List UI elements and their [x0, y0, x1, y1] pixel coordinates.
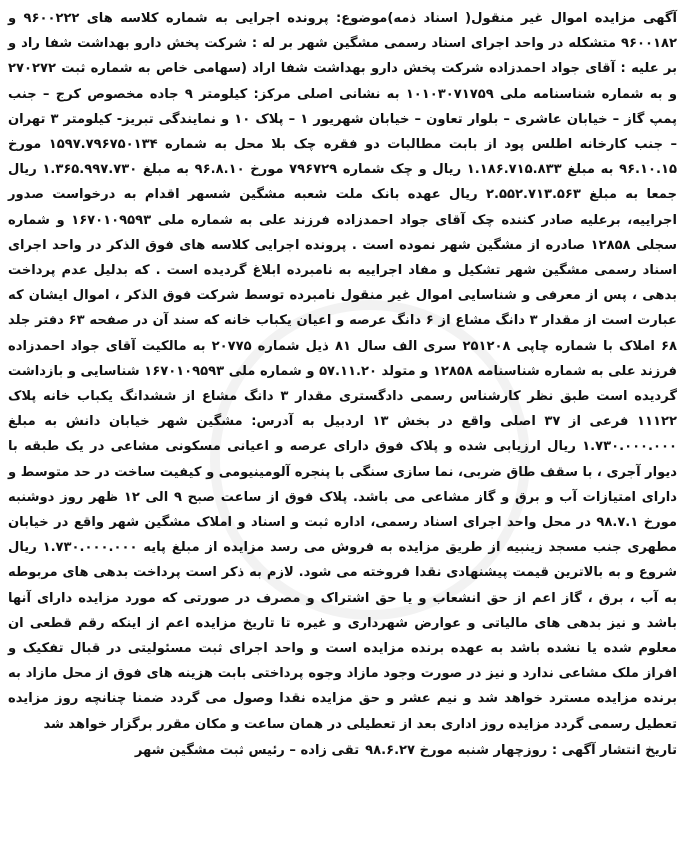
publish-date: تاریخ انتشار آگهی : روزچهار شنبه مورخ ۹۸.۶.۲۷ — [365, 742, 677, 758]
signature: تقی زاده – رئیس ثبت مشگین شهر — [134, 742, 360, 758]
notice-body: آگهی مزایده اموال غیر منقول( اسناد ذمه)موضوع: پرونده اجرایی به شماره کلاسه های ۹۶۰۰۲۲۲ و ۹۶۰۰۱۸۲ متشکله در واحد اجرای اسناد رسمی مشگین شهر بر له : شرکت پخش دارو بهداشت شفا راد و بر علیه : آقای جواد احمدزاده شرکت پخش دارو بهداشت شفا اراد (سهامی خاص به شماره ثبت ۲۷۰۲۷۲ و به شماره شناسنامه ملی ۱۰۱۰۳۰۷۱۷۵۹ به نشانی اصلی مرکز: کیلومتر ۹ جاده مخصوص کرج – جنب پمپ گاز – خیابان عاشری – بلوار تعاون – خیابان شهریور ۱ – پلاک ۱۰ و نمایندگی تبریز- کیلومتر ۳ تهران – جنب کارخانه اطلس پود از بابت مطالبات دو فقره چک بلا محل به شماره ۱۵۹۷.۷۹۶۷۵۰۱۳۴ مورخ ۹۶.۱۰.۱۵ به مبلغ ۱.۱۸۶.۷۱۵.۸۳۳ ریال و چک شماره ۷۹۶۷۲۹ مورخ ۹۶.۸.۱۰ به مبلغ ۱.۳۶۵.۹۹۷.۷۳۰ ریال جمعا به مبلغ ۲.۵۵۲.۷۱۳.۵۶۳ ریال عهده بانک ملت شعبه مشگین شسهر اقدام به درخواست صدور اجراییه، برعلیه صادر کننده چک آقای جواد احمدزاده فرزند علی به شماره ملی ۱۶۷۰۱۰۹۵۹۳ و شماره سجلی ۱۲۸۵۸ صادره از مشگین شهر نموده است . پرونده اجرایی کلاسه های فوق الذکر در واحد اجرای اسناد رسمی مشگین شهر تشکیل و مفاد اجراییه به نامبرده ابلاغ گردیده است . که بدلیل عدم پرداخت بدهی ، پس از معرفی و شناسایی اموال غیر منقول نامبرده توسط شرکت فوق الذکر ، اموال ایشان که عبارت است از مقدار ۳ دانگ مشاع از ۶ دانگ عرصه و اعیان یکباب خانه که سند آن در صفحه ۶۳ دفتر جلد ۶۸ املاک با شماره چاپی ۲۵۱۲۰۸ سری الف سال ۸۱ ذیل شماره ۲۰۷۷۵ به مالکیت آقای جواد احمدزاده فرزند علی به شماره شناسنامه ۱۲۸۵۸ و متولد ۵۷.۱۱.۲۰ و شماره ملی ۱۶۷۰۱۰۹۵۹۳ شناسایی و بازداشت گردیده است طبق نظر کارشناس رسمی دادگستری مقدار ۳ دانگ مشاع از ششدانگ یکباب خانه پلاک ۱۱۱۲۲ فرعی از ۳۷ اصلی واقع در بخش ۱۳ اردبیل به آدرس: مشگین شهر خیابان دانش به مبلغ ۱.۷۳۰.۰۰۰.۰۰۰ ریال ارزیابی شده و پلاک فوق دارای عرصه و اعیانی مسکونی مشاعی در یک طبقه با دیوار آجری ، با سقف طاق ضربی، نما سازی سنگی با پنجره آلومینیومی و کیفیت ساخت در حد متوسط و دارای امتیازات آب و برق و گاز مشاعی می باشد. پلاک فوق از ساعت صبح ۹ الی ۱۲ ظهر روز دوشنبه مورخ ۹۸.۷.۱ در محل واحد اجرای اسناد رسمی، اداره ثبت و اسناد و املاک مشگین شهر واقع در خیابان مطهری جنب مسجد زینبیه از طریق مزایده به فروش می رسد مزایده از مبلغ پایه ۱.۷۳۰.۰۰۰.۰۰۰ ریال شروع و به بالاترین قیمت پیشنهادی نقدا فروخته می شود. لازم به ذکر است پرداخت بدهی های مربوطه به آب ، برق ، گاز اعم از حق انشعاب و یا حق اشتراک و مصرف در صورتی که مورد مزایده دارای آنها باشد و نیز بدهی های مالیاتی و عوارض شهرداری و غیره تا تاریخ مزایده اعم از اینکه رقم قطعی ان معلوم شده یا نشده باشد به عهده برنده مزایده است و واحد اجرای ثبت مسئولیتی در قبال تفکیک و افراز ملک مشاعی ندارد و نیز در صورت وجود مازاد وجوه پرداختی بابت هزینه های فوق از محل مازاد به برنده مزایده مسترد خواهد شد و نیم عشر و حق مزایده نقدا وصول می گردد ضمنا چنانچه روز مزایده تعطیل رسمی گردد مزایده روز اداری بعد از تعطیلی در همان ساعت و مکان مقرر برگزار خواهد شد — [7, 11, 678, 732]
notice-footer — [8, 739, 677, 763]
